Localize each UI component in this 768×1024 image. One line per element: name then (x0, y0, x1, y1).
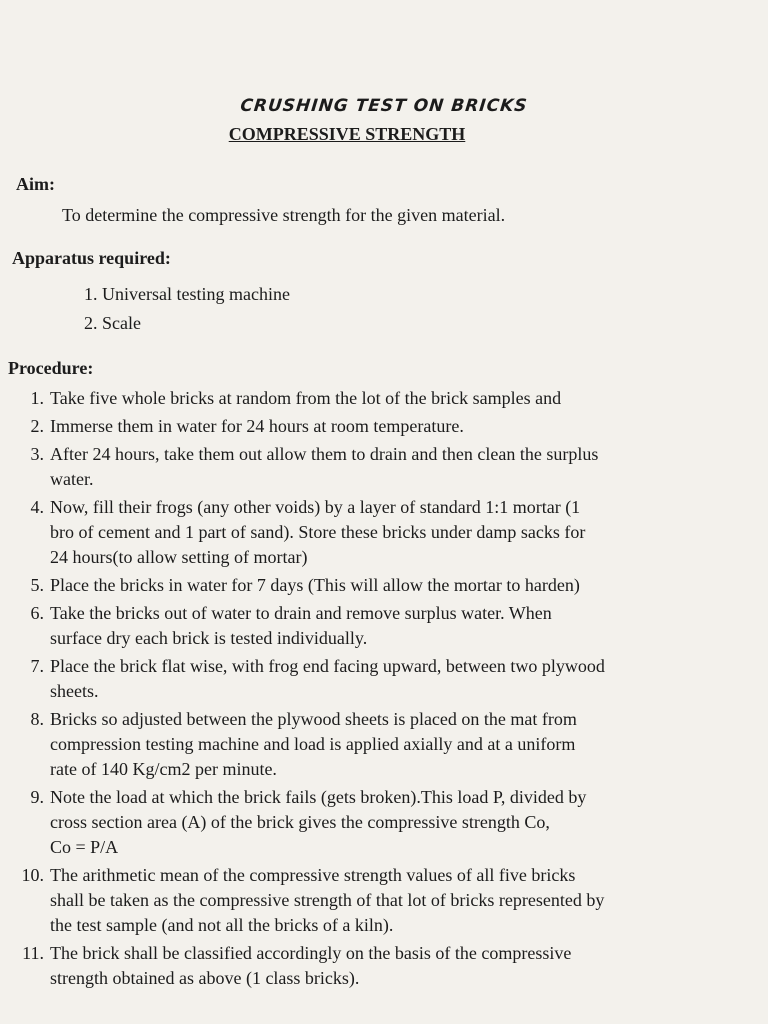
step-number: 9. (30, 787, 44, 807)
step-text-line: Take five whole bricks at random from the lot of the brick samples and (50, 388, 562, 408)
step-text-line: the test sample (and not all the bricks of a kiln). (50, 915, 394, 935)
step-text-line: strength obtained as above (1 class bricks). (50, 968, 360, 988)
handwritten-title: CRUSHING TEST ON BRICKS (239, 96, 529, 116)
procedure-step (14, 573, 714, 598)
apparatus-heading: Apparatus required: (12, 248, 171, 268)
procedure-step (14, 414, 714, 439)
step-number: 2. (30, 416, 44, 436)
step-text-line: bro of cement and 1 part of sand). Store these bricks under damp sacks for (50, 522, 586, 542)
step-number: 6. (30, 603, 44, 623)
procedure-step (14, 863, 714, 938)
step-text-line: water. (50, 469, 94, 489)
step-text-line: The brick shall be classified accordingly on the basis of the compressive (50, 943, 572, 963)
procedure-step (14, 442, 714, 492)
step-text-line: Place the brick flat wise, with frog end facing upward, between two plywood (50, 656, 605, 676)
step-text-line: Take the bricks out of water to drain and remove surplus water. When (50, 603, 552, 623)
aim-heading: Aim: (16, 174, 55, 194)
procedure-step (14, 707, 714, 782)
step-number: 8. (30, 709, 44, 729)
procedure-step (14, 654, 714, 704)
procedure-heading: Procedure: (8, 358, 94, 378)
step-text-line: Now, fill their frogs (any other voids) by a layer of standard 1:1 mortar (1 (50, 497, 581, 517)
step-text-line: cross section area (A) of the brick gives the compressive strength Co, (50, 812, 550, 832)
step-number: 3. (30, 444, 44, 464)
aim-text: To determine the compressive strength for the given material. (62, 205, 506, 225)
step-text-line: Co = P/A (50, 837, 119, 857)
step-text-line: 24 hours(to allow setting of mortar) (50, 547, 308, 567)
procedure-step (14, 495, 714, 570)
procedure-step (14, 785, 714, 860)
step-number: 10. (21, 865, 44, 885)
step-number: 11. (22, 943, 44, 963)
apparatus-item: 1. Universal testing machine (84, 284, 290, 304)
step-number: 4. (30, 497, 44, 517)
step-text-line: compression testing machine and load is applied axially and at a uniform (50, 734, 576, 754)
step-number: 1. (30, 388, 44, 408)
procedure-step (14, 386, 714, 411)
step-text-line: shall be taken as the compressive strength of that lot of bricks represented by (50, 890, 605, 910)
step-text-line: The arithmetic mean of the compressive strength values of all five bricks (50, 865, 576, 885)
apparatus-item: 2. Scale (84, 313, 141, 333)
step-text-line: surface dry each brick is tested individually. (50, 628, 368, 648)
step-text-line: Bricks so adjusted between the plywood sheets is placed on the mat from (50, 709, 577, 729)
procedure-step (14, 941, 714, 991)
procedure-list (14, 386, 714, 994)
page-title: COMPRESSIVE STRENGTH (228, 124, 466, 144)
step-text-line: rate of 140 Kg/cm2 per minute. (50, 759, 277, 779)
step-text-line: After 24 hours, take them out allow them to drain and then clean the surplus (50, 444, 599, 464)
procedure-step (14, 601, 714, 651)
step-text-line: sheets. (50, 681, 99, 701)
step-text-line: Note the load at which the brick fails (gets broken).This load P, divided by (50, 787, 587, 807)
step-number: 5. (30, 575, 44, 595)
step-text-line: Place the bricks in water for 7 days (This will allow the mortar to harden) (50, 575, 580, 595)
step-text-line: Immerse them in water for 24 hours at room temperature. (50, 416, 464, 436)
step-number: 7. (30, 656, 44, 676)
